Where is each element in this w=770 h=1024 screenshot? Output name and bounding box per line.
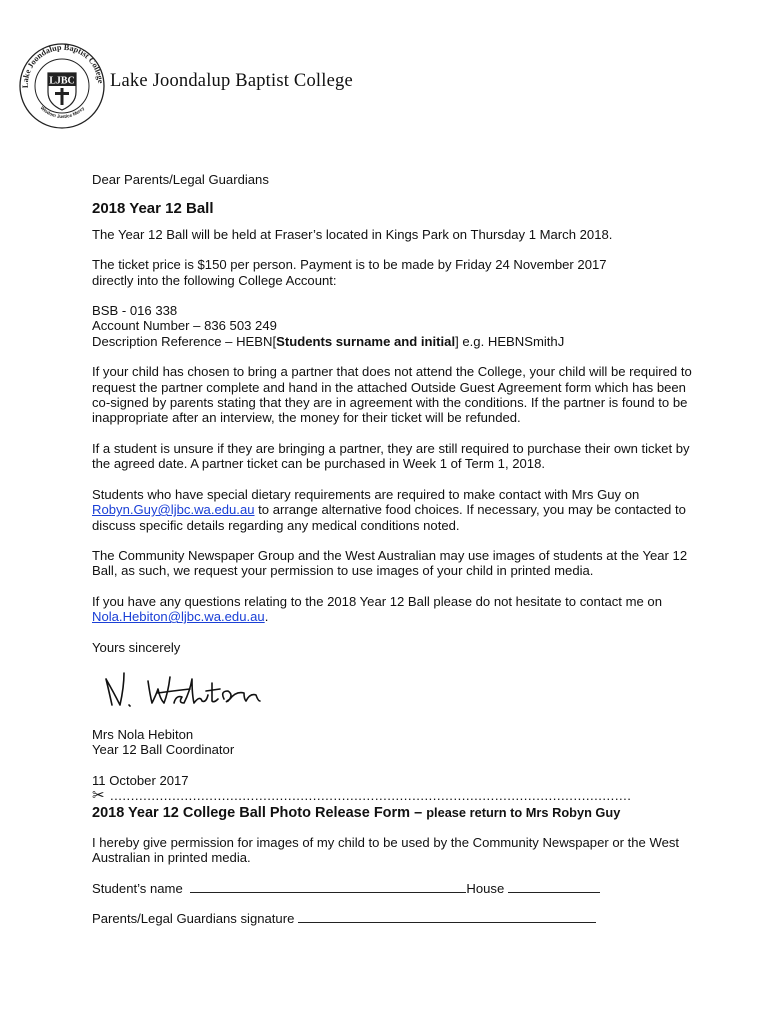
questions-text-1: If you have any questions relating to the 2018 Year 12 Ball please do not hesitate to contact me on (92, 593, 662, 609)
parent-signature-row (92, 911, 692, 926)
letter-date: 11 October 2017 (92, 772, 189, 788)
cut-line (92, 788, 692, 803)
signatory-name: Mrs Nola Hebiton (92, 726, 194, 742)
price-line-2: directly into the following College Account: (92, 272, 337, 288)
dietary-text-1: Students who have special dietary requirements are required to make contact with Mrs Guy on (92, 486, 640, 502)
price-line-1: The ticket price is $150 per person. Payment is to be made by Friday 24 November 2017 (92, 257, 607, 273)
dietary-email-link[interactable]: Robyn.Guy@ljbc.wa.edu.au (92, 502, 255, 518)
cut-dots: .............................................................................................................................. (110, 788, 632, 804)
questions-text-2: . (264, 609, 269, 625)
questions-email-link[interactable]: Nola.Hebiton@ljbc.wa.edu.au (92, 609, 265, 625)
signatory-role: Year 12 Ball Coordinator (92, 742, 235, 758)
student-name-label: Student’s name (92, 880, 183, 896)
college-logo (18, 42, 106, 130)
student-name-row (92, 881, 692, 896)
letter-title: 2018 Year 12 Ball (92, 200, 214, 218)
house-label: House (466, 880, 505, 896)
letter-body (92, 172, 692, 942)
images-paragraph: The Community Newspaper Group and the West Australian may use images of students at the Year 12 Ball, as such, we request your permission to use images of your child in printed media. (92, 547, 688, 579)
permission-statement: I hereby give permission for images of my child to be used by the Community Newspaper or the West Australian in printed media. (92, 834, 680, 866)
logo-initials: LJBC (49, 75, 75, 87)
logo-ring-text: Lake Joondalup Baptist College (20, 42, 106, 89)
reference-bold: Students surname and initial (276, 333, 456, 349)
dietary-text-2: to arrange alternative food choices. If necessary, you may be contacted to discuss specific details regarding any medical conditions noted. (92, 502, 686, 533)
student-name-field[interactable] (190, 881, 466, 893)
salutation: Dear Parents/Legal Guardians (92, 172, 269, 187)
closing: Yours sincerely (92, 639, 181, 655)
unsure-paragraph: If a student is unsure if they are bringing a partner, they are still required to purchase their own ticket by the agreed date. A partner ticket can be purchased in Week 1 of Term 1, 2018. (92, 440, 690, 472)
logo-motto: Wisdom Justice Mercy (39, 105, 86, 120)
venue-paragraph: The Year 12 Ball will be held at Fraser’s located in Kings Park on Thursday 1 March 2018. (92, 226, 613, 242)
reference-suffix: ] e.g. HEBNSmithJ (455, 333, 565, 349)
release-form-title (92, 805, 692, 821)
parent-signature-field[interactable] (298, 911, 596, 923)
partner-paragraph: If your child has chosen to bring a partner that does not attend the College, your child will be required to request the partner complete and hand in the attached Outside Guest Agreement form which has been co-signed by parents stating that they are in agreement with the conditions. If the partner is found to be inappropriate after an interview, the money for their ticket will be refunded. (92, 364, 692, 426)
account-line: Account Number – 836 503 249 (92, 318, 277, 334)
handwritten-signature (94, 665, 284, 715)
dietary-paragraph (92, 487, 692, 533)
reference-prefix: Description Reference – HEBN[ (92, 333, 277, 349)
parent-signature-label: Parents/Legal Guardians signature (92, 911, 295, 927)
scissors-icon: ✂ (92, 787, 105, 805)
house-field[interactable] (508, 881, 600, 893)
release-form-title-sub: please return to Mrs Robyn Guy (426, 804, 621, 820)
bsb-line: BSB - 016 338 (92, 303, 178, 319)
questions-paragraph (92, 594, 692, 625)
reference-line (92, 334, 692, 349)
college-name: Lake Joondalup Baptist College (110, 71, 353, 91)
release-form-title-main: 2018 Year 12 College Ball Photo Release Form – (92, 804, 427, 821)
